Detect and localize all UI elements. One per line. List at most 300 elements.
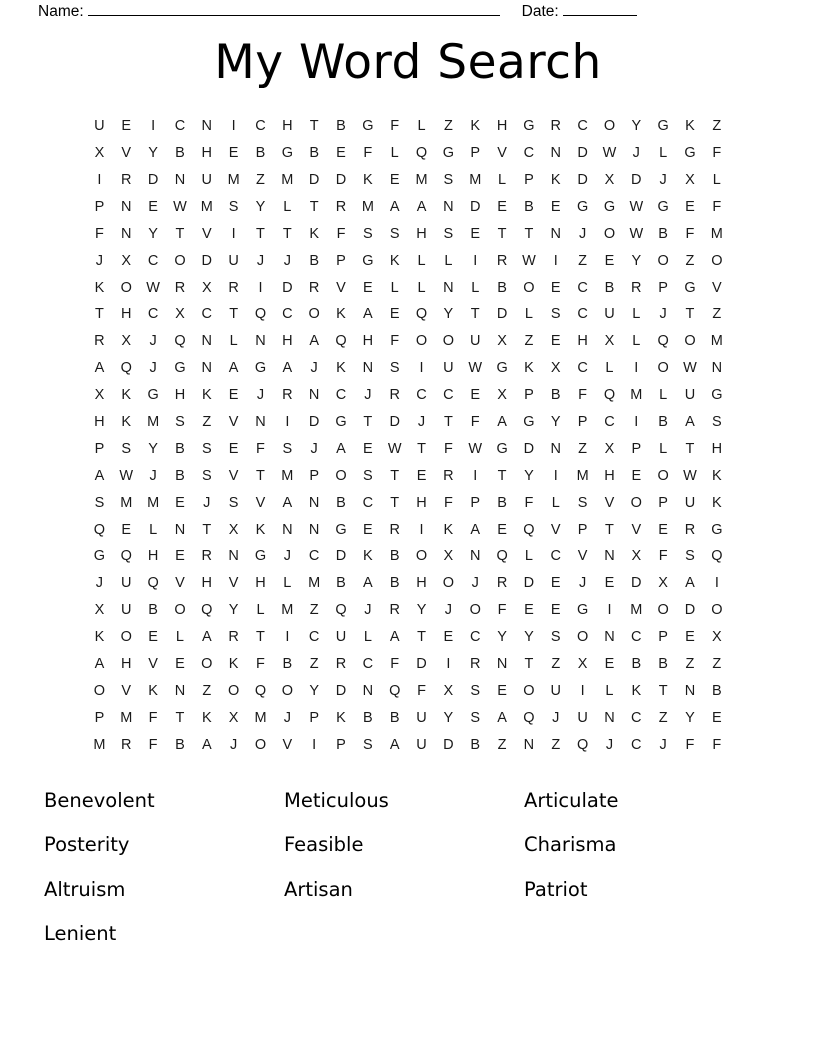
grid-cell[interactable]: L — [175, 629, 184, 646]
grid-cell[interactable]: O — [469, 602, 481, 619]
grid-cell[interactable]: X — [201, 279, 212, 296]
grid-cell[interactable]: Q — [120, 360, 132, 377]
grid-cell[interactable]: T — [175, 225, 185, 242]
grid-cell[interactable]: K — [148, 682, 158, 699]
grid-cell[interactable]: S — [228, 198, 239, 215]
grid-cell[interactable]: V — [550, 521, 561, 538]
grid-cell[interactable]: D — [389, 413, 400, 430]
grid-cell[interactable]: R — [121, 171, 132, 188]
grid-cell[interactable]: E — [228, 387, 239, 404]
grid-cell[interactable]: Q — [576, 736, 589, 753]
grid-cell[interactable]: M — [710, 225, 723, 242]
grid-cell[interactable]: H — [711, 440, 723, 457]
grid-cell[interactable]: S — [389, 225, 400, 242]
grid-cell[interactable]: E — [228, 145, 239, 162]
grid-cell[interactable]: S — [470, 709, 481, 726]
grid-cell[interactable]: U — [94, 118, 105, 135]
grid-cell[interactable]: F — [363, 145, 373, 162]
grid-cell[interactable]: L — [632, 306, 641, 323]
grid-cell[interactable]: F — [148, 736, 158, 753]
grid-cell[interactable]: S — [94, 494, 105, 511]
grid-cell[interactable]: U — [604, 306, 615, 323]
grid-cell[interactable]: J — [417, 413, 426, 430]
grid-cell[interactable]: U — [684, 387, 696, 404]
grid-cell[interactable]: K — [711, 467, 722, 484]
grid-cell[interactable]: X — [228, 709, 239, 726]
grid-cell[interactable]: J — [632, 145, 640, 162]
grid-cell[interactable]: B — [175, 440, 185, 457]
grid-cell[interactable]: O — [711, 252, 723, 269]
grid-cell[interactable]: D — [469, 198, 481, 215]
grid-cell[interactable]: G — [335, 521, 347, 538]
grid-cell[interactable]: P — [309, 467, 319, 484]
grid-cell[interactable]: B — [389, 575, 400, 592]
grid-cell[interactable]: C — [282, 306, 293, 323]
grid-cell[interactable]: Z — [658, 709, 668, 726]
grid-cell[interactable]: O — [523, 682, 535, 699]
grid-cell[interactable]: K — [524, 360, 534, 377]
grid-cell[interactable]: Z — [309, 602, 319, 619]
grid-cell[interactable]: T — [524, 225, 534, 242]
grid-cell[interactable]: P — [470, 145, 481, 162]
grid-cell[interactable]: Z — [712, 118, 722, 135]
grid-cell[interactable]: N — [174, 171, 186, 188]
grid-cell[interactable]: L — [283, 575, 292, 592]
grid-cell[interactable]: N — [604, 629, 615, 646]
grid-cell[interactable]: P — [336, 736, 346, 753]
grid-cell[interactable]: E — [685, 629, 695, 646]
grid-cell[interactable]: I — [553, 467, 558, 484]
grid-cell[interactable]: H — [282, 333, 293, 350]
grid-cell[interactable]: O — [254, 736, 267, 753]
grid-cell[interactable]: L — [605, 682, 614, 699]
grid-cell[interactable]: I — [580, 682, 585, 699]
grid-cell[interactable]: W — [387, 440, 402, 457]
grid-cell[interactable]: C — [416, 387, 427, 404]
grid-cell[interactable]: N — [443, 279, 454, 296]
grid-cell[interactable]: Y — [631, 252, 642, 269]
grid-cell[interactable]: C — [631, 736, 642, 753]
grid-cell[interactable]: T — [524, 656, 534, 672]
grid-cell[interactable]: W — [522, 252, 536, 269]
word-list-item[interactable]: Altruism — [44, 877, 126, 901]
grid-cell[interactable]: E — [228, 440, 239, 457]
grid-cell[interactable]: E — [497, 682, 507, 699]
grid-cell[interactable]: R — [389, 387, 400, 404]
grid-cell[interactable]: R — [550, 118, 561, 135]
grid-cell[interactable]: C — [201, 306, 213, 323]
grid-cell[interactable]: I — [419, 360, 424, 377]
grid-cell[interactable]: W — [683, 360, 697, 377]
grid-cell[interactable]: Q — [254, 306, 267, 323]
grid-cell[interactable]: C — [174, 118, 186, 135]
grid-cell[interactable]: K — [336, 360, 346, 377]
grid-cell[interactable]: D — [684, 602, 696, 619]
grid-cell[interactable]: Q — [174, 333, 186, 350]
grid-cell[interactable]: Q — [335, 602, 347, 619]
word-list-item[interactable]: Posterity — [44, 833, 130, 856]
grid-cell[interactable]: H — [201, 575, 213, 592]
grid-cell[interactable]: J — [578, 225, 587, 242]
grid-cell[interactable]: J — [659, 306, 667, 323]
grid-cell[interactable]: J — [310, 440, 318, 457]
grid-cell[interactable]: D — [335, 171, 347, 188]
grid-cell[interactable]: H — [416, 494, 427, 511]
grid-cell[interactable]: C — [362, 656, 374, 672]
grid-cell[interactable]: E — [336, 145, 346, 162]
grid-cell[interactable]: D — [523, 575, 535, 592]
grid-cell[interactable]: R — [469, 656, 481, 672]
grid-cell[interactable]: E — [631, 467, 642, 484]
grid-cell[interactable]: X — [443, 682, 454, 699]
grid-cell[interactable]: O — [415, 333, 428, 350]
grid-cell[interactable]: E — [470, 225, 481, 242]
grid-cell[interactable]: P — [577, 521, 588, 538]
grid-cell[interactable]: Q — [201, 602, 213, 619]
grid-cell[interactable]: R — [389, 521, 400, 538]
grid-cell[interactable]: Z — [202, 682, 212, 699]
grid-cell[interactable]: S — [550, 629, 561, 646]
grid-cell[interactable]: B — [336, 575, 346, 592]
grid-cell[interactable]: I — [419, 521, 424, 538]
grid-cell[interactable]: G — [576, 602, 589, 619]
grid-cell[interactable]: E — [550, 602, 561, 619]
grid-cell[interactable]: Z — [202, 413, 212, 430]
grid-cell[interactable]: R — [174, 279, 186, 296]
grid-cell[interactable]: I — [634, 360, 639, 377]
grid-cell[interactable]: F — [336, 225, 346, 242]
grid-cell[interactable]: M — [576, 467, 589, 484]
grid-cell[interactable]: O — [120, 629, 132, 646]
grid-cell[interactable]: C — [335, 387, 347, 404]
grid-cell[interactable]: E — [550, 279, 561, 296]
grid-cell[interactable]: N — [469, 548, 481, 565]
grid-cell[interactable]: V — [711, 279, 722, 296]
grid-cell[interactable]: A — [685, 413, 695, 430]
grid-cell[interactable]: V — [228, 413, 239, 430]
grid-cell[interactable]: G — [254, 548, 267, 565]
grid-cell[interactable]: S — [389, 360, 400, 377]
grid-cell[interactable]: X — [658, 575, 668, 592]
grid-cell[interactable]: S — [363, 225, 373, 242]
grid-cell[interactable]: N — [308, 387, 320, 404]
grid-cell[interactable]: L — [659, 387, 668, 404]
grid-cell[interactable]: I — [97, 171, 102, 188]
grid-cell[interactable]: M — [120, 709, 133, 726]
name-write-in-line[interactable] — [88, 2, 500, 16]
grid-cell[interactable]: I — [473, 252, 478, 269]
grid-cell[interactable]: W — [146, 279, 160, 296]
grid-cell[interactable]: F — [417, 682, 426, 699]
grid-cell[interactable]: P — [470, 494, 481, 511]
grid-cell[interactable]: V — [148, 656, 158, 672]
grid-cell[interactable]: K — [309, 225, 319, 242]
grid-cell[interactable]: F — [712, 198, 722, 215]
grid-cell[interactable]: E — [175, 494, 185, 511]
grid-cell[interactable]: G — [711, 521, 723, 538]
grid-cell[interactable]: T — [309, 198, 319, 215]
grid-cell[interactable]: W — [629, 225, 644, 242]
grid-cell[interactable]: I — [231, 118, 236, 135]
grid-cell[interactable]: J — [283, 709, 291, 726]
grid-cell[interactable]: W — [468, 440, 483, 457]
grid-cell[interactable]: D — [201, 252, 213, 269]
grid-cell[interactable]: T — [256, 629, 265, 646]
word-list-item[interactable]: Patriot — [524, 877, 588, 901]
grid-cell[interactable]: L — [471, 279, 480, 296]
grid-cell[interactable]: I — [607, 602, 612, 619]
grid-cell[interactable]: J — [283, 252, 291, 269]
grid-cell[interactable]: E — [711, 709, 722, 726]
grid-cell[interactable]: Y — [524, 629, 534, 646]
grid-cell[interactable]: N — [711, 360, 723, 377]
grid-cell[interactable]: Y — [228, 602, 239, 619]
grid-cell[interactable]: E — [363, 440, 373, 457]
grid-cell[interactable]: G — [657, 198, 669, 215]
grid-cell[interactable]: S — [121, 440, 132, 457]
word-list-item[interactable]: Benevolent — [44, 788, 155, 812]
grid-cell[interactable]: P — [94, 709, 105, 726]
grid-cell[interactable]: M — [147, 494, 160, 511]
grid-cell[interactable]: F — [390, 656, 400, 672]
grid-cell[interactable]: Y — [148, 440, 158, 457]
grid-cell[interactable]: D — [308, 413, 320, 430]
grid-cell[interactable]: E — [121, 118, 132, 135]
grid-cell[interactable]: G — [93, 548, 106, 565]
grid-cell[interactable]: J — [364, 387, 372, 404]
grid-cell[interactable]: F — [497, 602, 507, 619]
grid-cell[interactable]: T — [685, 440, 695, 457]
grid-cell[interactable]: J — [149, 360, 157, 377]
grid-cell[interactable]: L — [417, 118, 426, 135]
grid-cell[interactable]: N — [523, 736, 535, 753]
grid-cell[interactable]: C — [577, 279, 588, 296]
grid-cell[interactable]: R — [335, 198, 347, 215]
grid-cell[interactable]: B — [658, 225, 668, 242]
grid-cell[interactable]: A — [94, 360, 105, 377]
grid-cell[interactable]: G — [362, 118, 374, 135]
grid-cell[interactable]: G — [711, 387, 723, 404]
grid-cell[interactable]: Z — [578, 440, 588, 457]
grid-cell[interactable]: L — [551, 494, 560, 511]
grid-cell[interactable]: I — [285, 629, 290, 646]
grid-cell[interactable]: B — [282, 656, 293, 672]
grid-cell[interactable]: L — [659, 440, 668, 457]
grid-cell[interactable]: B — [336, 118, 346, 135]
grid-cell[interactable]: B — [309, 145, 319, 162]
grid-cell[interactable]: S — [228, 494, 239, 511]
grid-cell[interactable]: N — [255, 413, 266, 430]
grid-cell[interactable]: T — [363, 413, 373, 430]
grid-cell[interactable]: S — [175, 413, 185, 430]
grid-cell[interactable]: C — [523, 145, 535, 162]
grid-cell[interactable]: F — [443, 440, 453, 457]
grid-cell[interactable]: E — [658, 521, 668, 538]
grid-cell[interactable]: G — [523, 413, 535, 430]
word-list-item[interactable]: Charisma — [524, 833, 617, 856]
grid-cell[interactable]: N — [684, 682, 696, 699]
grid-cell[interactable]: J — [552, 709, 560, 726]
grid-cell[interactable]: D — [577, 145, 588, 162]
grid-cell[interactable]: J — [230, 736, 238, 753]
grid-cell[interactable]: X — [94, 387, 105, 404]
grid-cell[interactable]: Y — [524, 467, 534, 484]
grid-cell[interactable]: B — [524, 198, 534, 215]
word-list-item[interactable]: Meticulous — [284, 788, 389, 812]
grid-cell[interactable]: E — [363, 279, 373, 296]
grid-cell[interactable]: H — [496, 118, 508, 135]
grid-cell[interactable]: M — [308, 575, 321, 592]
grid-cell[interactable]: E — [175, 548, 185, 565]
grid-cell[interactable]: K — [121, 387, 132, 404]
grid-cell[interactable]: T — [202, 521, 212, 538]
grid-cell[interactable]: E — [443, 629, 454, 646]
grid-cell[interactable]: L — [390, 145, 399, 162]
grid-cell[interactable]: O — [174, 252, 186, 269]
grid-cell[interactable]: O — [415, 548, 428, 565]
grid-cell[interactable]: P — [94, 440, 105, 457]
grid-cell[interactable]: A — [201, 629, 212, 646]
grid-cell[interactable]: T — [309, 118, 319, 135]
grid-cell[interactable]: T — [256, 225, 265, 242]
grid-cell[interactable]: F — [256, 440, 265, 457]
grid-cell[interactable]: E — [497, 198, 507, 215]
grid-cell[interactable]: M — [281, 171, 294, 188]
grid-cell[interactable]: L — [417, 279, 426, 296]
grid-cell[interactable]: G — [496, 360, 508, 377]
grid-cell[interactable]: K — [389, 252, 400, 269]
grid-cell[interactable]: R — [121, 736, 132, 753]
grid-cell[interactable]: R — [228, 629, 239, 646]
grid-cell[interactable]: C — [550, 548, 561, 565]
grid-cell[interactable]: Q — [335, 333, 347, 350]
date-write-in-line[interactable] — [563, 2, 637, 16]
grid-cell[interactable]: L — [390, 279, 399, 296]
grid-cell[interactable]: E — [363, 521, 373, 538]
grid-cell[interactable]: B — [631, 656, 642, 672]
grid-cell[interactable]: Y — [148, 145, 158, 162]
grid-cell[interactable]: V — [497, 145, 507, 162]
grid-cell[interactable]: Y — [550, 413, 561, 430]
grid-cell[interactable]: Y — [309, 682, 319, 699]
grid-cell[interactable]: A — [389, 629, 400, 646]
grid-cell[interactable]: F — [390, 118, 400, 135]
grid-cell[interactable]: N — [362, 682, 374, 699]
grid-cell[interactable]: N — [308, 494, 320, 511]
grid-cell[interactable]: B — [363, 709, 373, 726]
grid-cell[interactable]: P — [309, 709, 319, 726]
grid-cell[interactable]: W — [683, 467, 697, 484]
grid-cell[interactable]: M — [281, 467, 294, 484]
grid-cell[interactable]: X — [443, 548, 454, 565]
grid-cell[interactable]: R — [631, 279, 642, 296]
grid-cell[interactable]: P — [658, 279, 668, 296]
grid-cell[interactable]: N — [362, 360, 374, 377]
grid-cell[interactable]: K — [711, 494, 722, 511]
grid-cell[interactable]: V — [577, 548, 588, 565]
grid-cell[interactable]: R — [228, 279, 239, 296]
grid-cell[interactable]: J — [149, 333, 157, 350]
grid-cell[interactable]: N — [228, 548, 239, 565]
grid-cell[interactable]: N — [121, 225, 132, 242]
grid-cell[interactable]: O — [603, 118, 616, 135]
grid-cell[interactable]: R — [684, 521, 696, 538]
grid-cell[interactable]: P — [658, 629, 668, 646]
grid-cell[interactable]: S — [577, 494, 588, 511]
grid-cell[interactable]: F — [578, 387, 588, 404]
grid-cell[interactable]: K — [363, 171, 373, 188]
grid-cell[interactable]: D — [631, 575, 642, 592]
grid-cell[interactable]: B — [148, 602, 158, 619]
grid-cell[interactable]: A — [497, 413, 507, 430]
grid-cell[interactable]: C — [577, 306, 588, 323]
grid-cell[interactable]: A — [94, 656, 105, 672]
grid-cell[interactable]: Z — [578, 252, 588, 269]
grid-cell[interactable]: O — [174, 602, 186, 619]
grid-cell[interactable]: Q — [93, 521, 106, 538]
grid-cell[interactable]: F — [94, 225, 104, 242]
grid-cell[interactable]: L — [712, 171, 721, 188]
grid-cell[interactable]: E — [497, 521, 507, 538]
grid-cell[interactable]: Q — [254, 682, 267, 699]
grid-cell[interactable]: Z — [685, 656, 695, 672]
grid-cell[interactable]: D — [282, 279, 293, 296]
grid-cell[interactable]: A — [416, 198, 427, 215]
grid-cell[interactable]: Q — [523, 521, 535, 538]
grid-cell[interactable]: G — [603, 198, 616, 215]
grid-cell[interactable]: X — [604, 171, 615, 188]
grid-cell[interactable]: A — [309, 333, 319, 350]
grid-cell[interactable]: U — [416, 709, 427, 726]
grid-cell[interactable]: D — [496, 306, 508, 323]
grid-cell[interactable]: S — [363, 467, 373, 484]
grid-cell[interactable]: H — [577, 333, 588, 350]
grid-cell[interactable]: O — [120, 279, 132, 296]
grid-cell[interactable]: O — [576, 629, 589, 646]
grid-cell[interactable]: U — [550, 682, 561, 699]
grid-cell[interactable]: Z — [712, 656, 722, 672]
grid-cell[interactable]: T — [605, 521, 614, 538]
grid-cell[interactable]: J — [578, 575, 587, 592]
word-list-item[interactable]: Lenient — [44, 922, 117, 945]
grid-cell[interactable]: J — [283, 548, 291, 565]
grid-cell[interactable]: L — [498, 171, 507, 188]
grid-cell[interactable]: X — [175, 306, 185, 323]
grid-cell[interactable]: Y — [685, 709, 695, 726]
grid-cell[interactable]: K — [228, 656, 239, 672]
grid-cell[interactable]: Y — [443, 709, 454, 726]
grid-cell[interactable]: H — [604, 467, 615, 484]
grid-cell[interactable]: G — [523, 118, 535, 135]
grid-cell[interactable]: O — [442, 575, 455, 592]
grid-cell[interactable]: I — [473, 467, 478, 484]
grid-cell[interactable]: E — [550, 198, 561, 215]
grid-cell[interactable]: D — [631, 171, 642, 188]
grid-cell[interactable]: B — [497, 279, 507, 296]
grid-cell[interactable]: M — [710, 333, 723, 350]
word-list-item[interactable]: Feasible — [284, 833, 364, 856]
grid-cell[interactable]: E — [550, 575, 561, 592]
grid-cell[interactable]: N — [308, 521, 320, 538]
grid-cell[interactable]: Z — [497, 736, 507, 753]
grid-cell[interactable]: U — [121, 575, 132, 592]
grid-cell[interactable]: U — [684, 494, 696, 511]
grid-cell[interactable]: X — [550, 360, 561, 377]
grid-cell[interactable]: U — [577, 709, 588, 726]
grid-cell[interactable]: N — [496, 656, 508, 672]
grid-cell[interactable]: G — [147, 387, 159, 404]
grid-cell[interactable]: E — [685, 198, 695, 215]
